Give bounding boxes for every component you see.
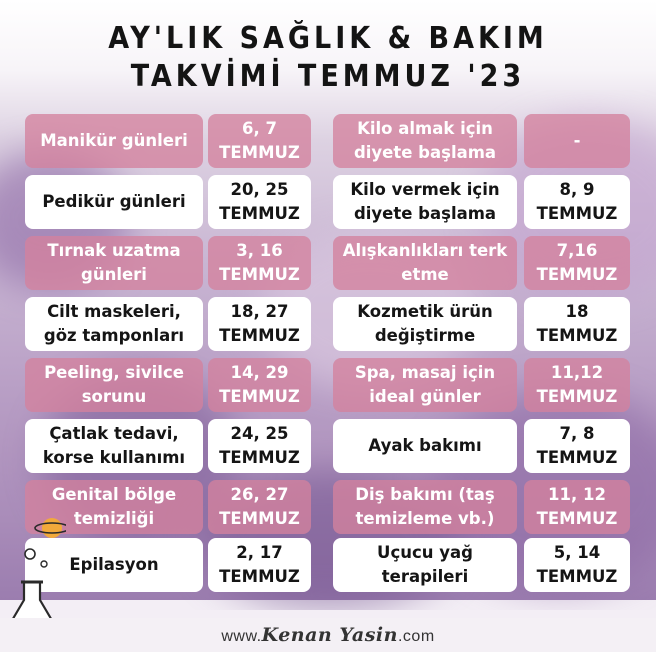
right-activity-label: Kozmetik ürün değiştirme (333, 297, 517, 351)
right-activity-date: 18 TEMMUZ (524, 297, 630, 351)
right-activity-label: Uçucu yağ terapileri (333, 538, 517, 592)
right-activity-label: Kilo vermek için diyete başlama (333, 175, 517, 229)
title-line-2: TAKVİMİ TEMMUZ '23 (130, 59, 526, 94)
right-activity-label: Spa, masaj için ideal günler (333, 358, 517, 412)
calendar-row (0, 236, 656, 290)
footer-prefix: www. (221, 628, 262, 645)
left-activity-label: Peeling, sivilce sorunu (25, 358, 203, 412)
left-activity-date: 6, 7 TEMMUZ (208, 114, 311, 168)
footer-brand-link[interactable]: Kenan Yasin (261, 624, 398, 646)
right-activity-date: - (524, 114, 630, 168)
left-activity-date: 14, 29 TEMMUZ (208, 358, 311, 412)
left-activity-date: 18, 27 TEMMUZ (208, 297, 311, 351)
left-activity-label: Çatlak tedavi, korse kullanımı (25, 419, 203, 473)
footer (0, 618, 656, 652)
left-activity-date: 24, 25 TEMMUZ (208, 419, 311, 473)
right-activity-date: 7, 8 TEMMUZ (524, 419, 630, 473)
left-activity-label: Tırnak uzatma günleri (25, 236, 203, 290)
calendar-row (0, 358, 656, 412)
calendar-row (0, 114, 656, 168)
left-activity-label: Genital bölge temizliği (25, 480, 203, 534)
right-activity-date: 8, 9 TEMMUZ (524, 175, 630, 229)
left-activity-label: Manikür günleri (25, 114, 203, 168)
footer-suffix: .com (397, 628, 435, 645)
left-activity-label: Pedikür günleri (25, 175, 203, 229)
left-activity-label: Epilasyon (25, 538, 203, 592)
calendar-row (0, 480, 656, 534)
calendar-row (0, 419, 656, 473)
right-activity-date: 11,12 TEMMUZ (524, 358, 630, 412)
title-line-1: AY'LIK SAĞLIK & BAKIM (108, 21, 548, 56)
right-activity-label: Alışkanlıkları terk etme (333, 236, 517, 290)
right-activity-date: 11, 12 TEMMUZ (524, 480, 630, 534)
left-activity-label: Cilt maskeleri, göz tamponları (25, 297, 203, 351)
right-activity-date: 7,16 TEMMUZ (524, 236, 630, 290)
calendar-row (0, 175, 656, 229)
right-activity-label: Diş bakımı (taş temizleme vb.) (333, 480, 517, 534)
left-activity-date: 20, 25 TEMMUZ (208, 175, 311, 229)
left-activity-date: 3, 16 TEMMUZ (208, 236, 311, 290)
calendar-row (0, 297, 656, 351)
page-title (0, 20, 656, 96)
left-activity-date: 26, 27 TEMMUZ (208, 480, 311, 534)
right-activity-label: Ayak bakımı (333, 419, 517, 473)
left-activity-date: 2, 17 TEMMUZ (208, 538, 311, 592)
right-activity-date: 5, 14 TEMMUZ (524, 538, 630, 592)
calendar-row (0, 538, 656, 592)
right-activity-label: Kilo almak için diyete başlama (333, 114, 517, 168)
